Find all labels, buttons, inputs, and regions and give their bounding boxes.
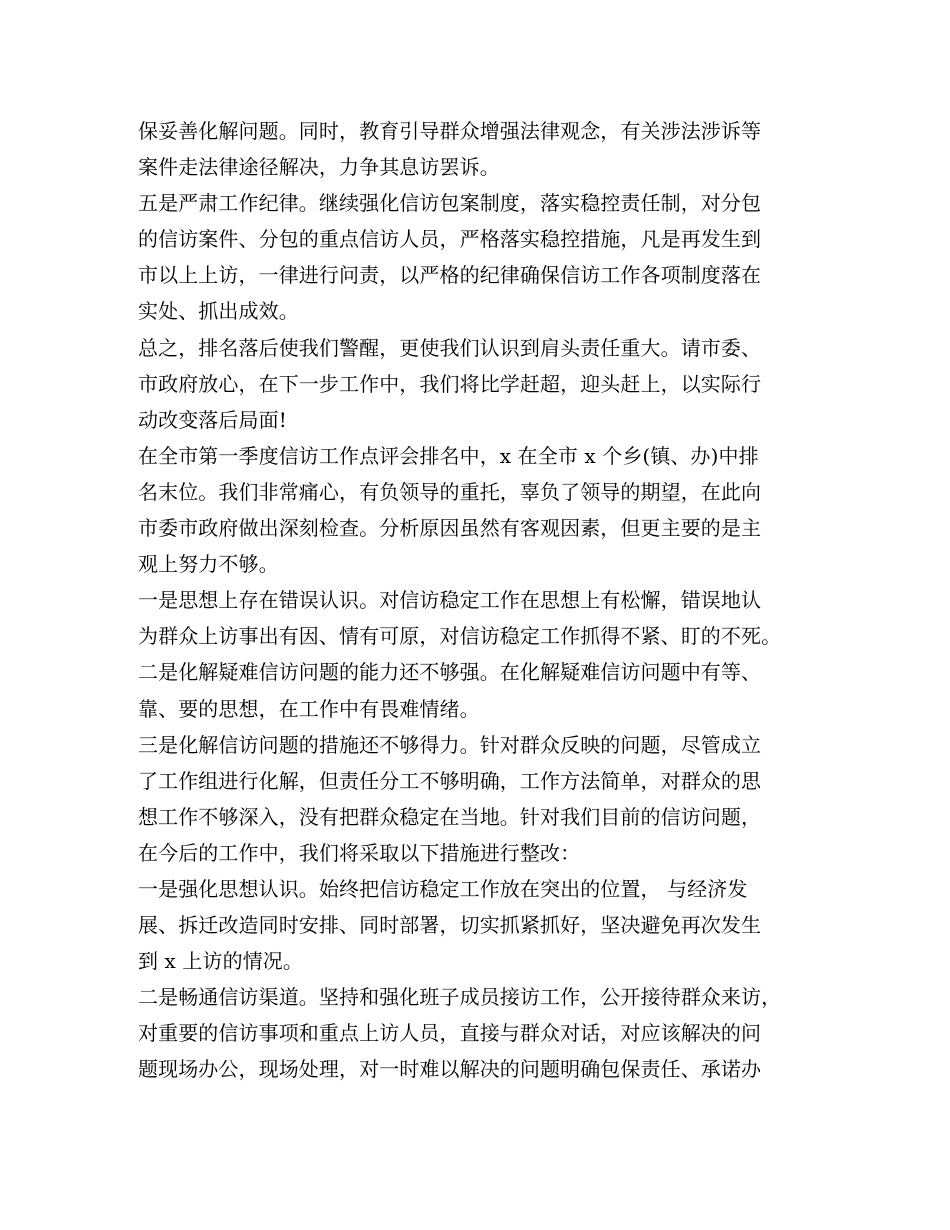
text-line: 靠、要的思想，在工作中有畏难情绪。 [138, 696, 480, 721]
text-line: 为群众上访事出有因、情有可原，对信访稳定工作抓得不紧、盯的不死。 [138, 624, 782, 649]
text-line: 保妥善化解问题。同时，教育引导群众增强法律观念，有关涉法涉诉等 [138, 119, 762, 143]
text-line: 案件走法律途径解决，力争其息访罢诉。 [138, 155, 500, 180]
text-line: 的信访案件、分包的重点信访人员，严格落实稳控措施，凡是再发生到 [138, 227, 762, 252]
text-line: 在今后的工作中，我们将采取以下措施进行整改： [138, 840, 581, 865]
text-line: 三是化解信访问题的措施还不够得力。针对群众反映的问题，尽管成立 [138, 732, 762, 757]
text-line: 观上努力不够。 [138, 552, 279, 577]
text-line: 了工作组进行化解，但责任分工不够明确，工作方法简单，对群众的思 [138, 768, 762, 793]
text-line: 实处、抓出成效。 [138, 299, 299, 324]
text-line: 一是思想上存在错误认识。对信访稳定工作在思想上有松懈，错误地认 [138, 588, 762, 613]
text-line: 二是化解疑难信访问题的能力还不够强。在化解疑难信访问题中有等、 [138, 660, 762, 685]
text-line: 题现场办公，现场处理，对一时难以解决的问题明确包保责任、承诺办 [138, 1057, 762, 1082]
text-line: 五是严肃工作纪律。继续强化信访包案制度，落实稳控责任制，对分包 [138, 191, 762, 216]
text-line: 一是强化思想认识。始终把信访稳定工作放在突出的位置， 与经济发 [138, 876, 748, 901]
text-line: 想工作不够深入，没有把群众稳定在当地。针对我们目前的信访问题， [138, 804, 762, 829]
text-line: 总之，排名落后使我们警醒，更使我们认识到肩头责任重大。请市委、 [138, 335, 762, 360]
text-line: 对重要的信访事项和重点上访人员，直接与群众对话，对应该解决的问 [138, 1021, 762, 1046]
text-line: 市政府放心，在下一步工作中，我们将比学赶超，迎头赶上，以实际行 [138, 371, 762, 396]
text-line: 在全市第一季度信访工作点评会排名中，x 在全市 x 个乡(镇、办)中排 [138, 443, 759, 468]
text-line: 名末位。我们非常痛心，有负领导的重托，辜负了领导的期望，在此向 [138, 479, 762, 504]
text-line: 二是畅通信访渠道。坚持和强化班子成员接访工作，公开接待群众来访， [138, 985, 782, 1010]
document-body [138, 113, 838, 1088]
text-line: 动改变落后局面! [138, 407, 287, 432]
text-line: 市以上上访，一律进行问责，以严格的纪律确保信访工作各项制度落在 [138, 263, 762, 288]
text-line: 到 x 上访的情况。 [138, 949, 303, 974]
text-line: 展、拆迁改造同时安排、同时部署，切实抓紧抓好，坚决避免再次发生 [138, 913, 762, 938]
text-line: 市委市政府做出深刻检查。分析原因虽然有客观因素，但更主要的是主 [138, 516, 762, 541]
